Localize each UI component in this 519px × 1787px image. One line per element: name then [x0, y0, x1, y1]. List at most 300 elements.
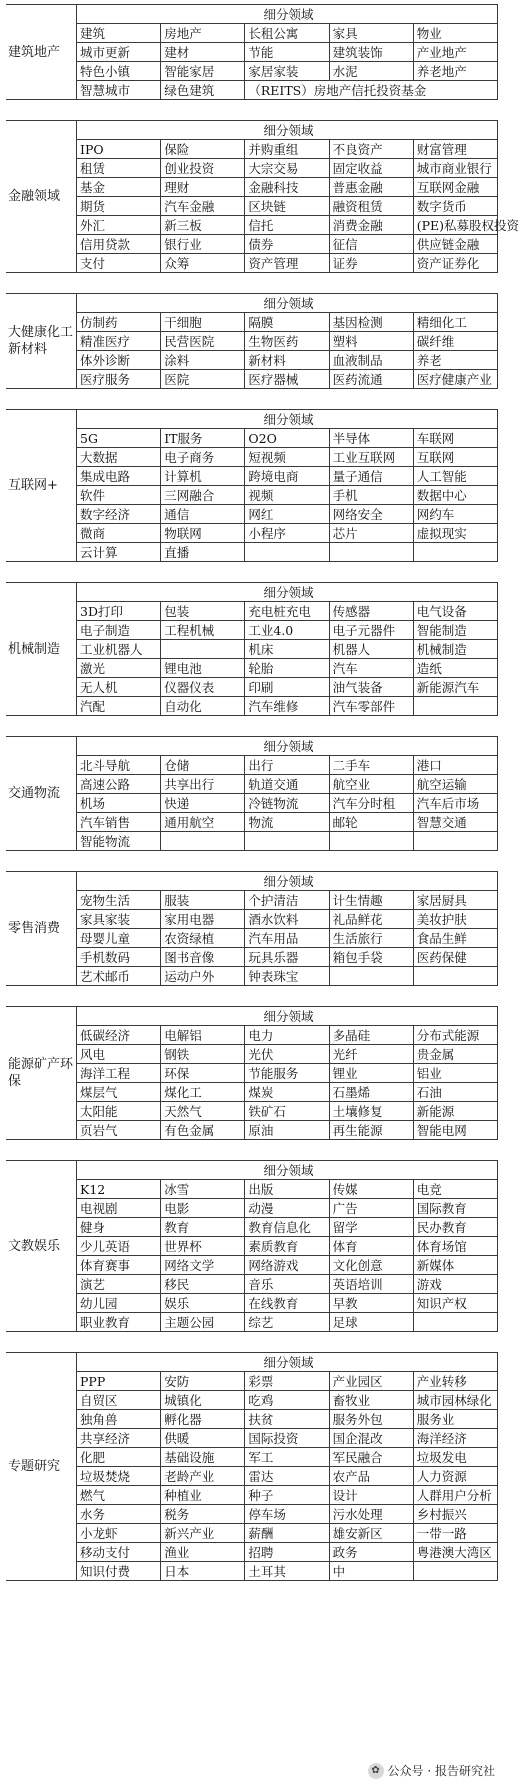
table-cell: 美妆护肤 [413, 910, 497, 929]
table-cell: 供暖 [161, 1429, 245, 1448]
table-cell: 塑料 [329, 332, 413, 351]
table-cell: 节能服务 [245, 1064, 329, 1083]
table-row [77, 1543, 498, 1562]
table-cell: 油气装备 [329, 678, 413, 697]
table-cell: 医院 [161, 370, 245, 389]
table-cell: 充电桩充电 [245, 602, 329, 621]
table-row [77, 159, 498, 178]
table-cell: 城市更新 [77, 43, 161, 62]
table-cell: 网络安全 [329, 505, 413, 524]
section-table [76, 1352, 498, 1581]
table-row [77, 640, 498, 659]
table-row [77, 1562, 498, 1581]
table-cell: 汽车金融 [161, 197, 245, 216]
table-cell: 石油 [413, 1083, 497, 1102]
table-cell: 数字经济 [77, 505, 161, 524]
table-cell: O2O [245, 429, 329, 448]
table-cell: 食品生鲜 [413, 929, 497, 948]
table-cell: 职业教育 [77, 1313, 161, 1332]
table-row [77, 1372, 498, 1391]
table-cell: 手机数码 [77, 948, 161, 967]
table-row [77, 524, 498, 543]
table-cell: 直播 [161, 543, 245, 562]
table-cell: 世界杯 [161, 1237, 245, 1256]
table-cell: 留学 [329, 1218, 413, 1237]
table-cell: 新媒体 [413, 1256, 497, 1275]
table-header-row [77, 737, 498, 756]
table-cell: 手机 [329, 486, 413, 505]
table-cell: 芯片 [329, 524, 413, 543]
table-row [77, 313, 498, 332]
table-row [77, 697, 498, 716]
table-header-row [77, 1353, 498, 1372]
table-cell: 城市园林绿化 [413, 1391, 497, 1410]
table-cell: 知识付费 [77, 1562, 161, 1581]
table-cell: 仿制药 [77, 313, 161, 332]
table-cell: 新兴产业 [161, 1524, 245, 1543]
table-cell: K12 [77, 1180, 161, 1199]
table-cell: 一带一路 [413, 1524, 497, 1543]
table-cell: 3D打印 [77, 602, 161, 621]
table-cell: 证券 [329, 254, 413, 273]
table-row [77, 891, 498, 910]
table-cell: 汽车后市场 [413, 794, 497, 813]
table-cell: 新材料 [245, 351, 329, 370]
table-cell: 半导体 [329, 429, 413, 448]
table-cell: 家居家装 [245, 62, 329, 81]
table-cell: 光伏 [245, 1045, 329, 1064]
table-cell: 精准医疗 [77, 332, 161, 351]
section-label [6, 582, 76, 716]
table-cell: 彩票 [245, 1372, 329, 1391]
table-cell: 机器人 [329, 640, 413, 659]
table-cell: 孵化器 [161, 1410, 245, 1429]
table-cell: 仓储 [161, 756, 245, 775]
table-cell: 薪酬 [245, 1524, 329, 1543]
table-cell: 再生能源 [329, 1121, 413, 1140]
table-cell: 军工 [245, 1448, 329, 1467]
table-cell: （REITS）房地产信托投资基金 [245, 81, 498, 100]
table-cell: 家居厨具 [413, 891, 497, 910]
sector-section [6, 871, 498, 986]
table-header: 细分领域 [77, 410, 498, 429]
table-row [77, 197, 498, 216]
table-row [77, 467, 498, 486]
table-cell: 互联网金融 [413, 178, 497, 197]
table-cell: 种植业 [161, 1486, 245, 1505]
table-row [77, 775, 498, 794]
table-cell: 特色小镇 [77, 62, 161, 81]
table-cell: 生活旅行 [329, 929, 413, 948]
table-header-row [77, 1161, 498, 1180]
table-row [77, 370, 498, 389]
table-header: 细分领域 [77, 872, 498, 891]
table-cell: 数字货币 [413, 197, 497, 216]
table-cell: 区块链 [245, 197, 329, 216]
table-cell: 信托 [245, 216, 329, 235]
section-label-text: 专题研究 [8, 1459, 61, 1474]
table-cell: 房地产 [161, 24, 245, 43]
table-header: 细分领域 [77, 5, 498, 24]
table-cell: 产业转移 [413, 1372, 497, 1391]
table-cell: 电子元器件 [329, 621, 413, 640]
table-cell: 医药保健 [413, 948, 497, 967]
section-gap [0, 716, 505, 736]
table-cell: 钟表珠宝 [245, 967, 329, 986]
table-header-row [77, 294, 498, 313]
table-cell: 医疗健康产业 [413, 370, 497, 389]
table-cell: 隔膜 [245, 313, 329, 332]
table-row [77, 140, 498, 159]
table-row [77, 62, 498, 81]
table-cell: 物业 [413, 24, 497, 43]
table-cell: 网约车 [413, 505, 497, 524]
table-row [77, 235, 498, 254]
table-cell: 农资绿植 [161, 929, 245, 948]
table-cell: 有色金属 [161, 1121, 245, 1140]
table-cell: 中 [329, 1562, 413, 1581]
table-cell [161, 832, 245, 851]
table-cell: 服装 [161, 891, 245, 910]
section-gap [0, 851, 505, 871]
table-row [77, 929, 498, 948]
table-cell: 家用电器 [161, 910, 245, 929]
watermark [368, 1762, 495, 1779]
table-cell: 视频 [245, 486, 329, 505]
table-cell: 智能制造 [413, 621, 497, 640]
sector-section [6, 1006, 498, 1140]
table-cell: 轨道交通 [245, 775, 329, 794]
table-cell: 建材 [161, 43, 245, 62]
table-cell: 知识产权 [413, 1294, 497, 1313]
section-table [76, 120, 519, 273]
table-cell: 城市商业银行 [413, 159, 497, 178]
table-row [77, 1524, 498, 1543]
table-cell: 税务 [161, 1505, 245, 1524]
table-cell: 音乐 [245, 1275, 329, 1294]
table-cell: 新能源汽车 [413, 678, 497, 697]
table-cell: 保险 [161, 140, 245, 159]
table-cell [413, 697, 497, 716]
table-cell: 煤炭 [245, 1083, 329, 1102]
table-cell: 碳纤维 [413, 332, 497, 351]
table-cell: 人工智能 [413, 467, 497, 486]
table-cell: 量子通信 [329, 467, 413, 486]
table-cell: 包装 [161, 602, 245, 621]
table-cell: 冷链物流 [245, 794, 329, 813]
table-row [77, 832, 498, 851]
table-cell: 智能物流 [77, 832, 161, 851]
table-cell: 建筑装饰 [329, 43, 413, 62]
table-header-row [77, 5, 498, 24]
table-cell: 机械制造 [413, 640, 497, 659]
section-label-text: 交通物流 [8, 786, 61, 801]
table-cell: 在线教育 [245, 1294, 329, 1313]
table-row [77, 1429, 498, 1448]
section-label [6, 4, 76, 100]
table-cell: 外汇 [77, 216, 161, 235]
table-cell: 电子商务 [161, 448, 245, 467]
table-cell: 早教 [329, 1294, 413, 1313]
table-cell: 吃鸡 [245, 1391, 329, 1410]
section-gap [0, 562, 505, 582]
table-cell: 物联网 [161, 524, 245, 543]
table-cell: 互联网 [413, 448, 497, 467]
table-header-row [77, 583, 498, 602]
table-cell: 太阳能 [77, 1102, 161, 1121]
table-cell: 广告 [329, 1199, 413, 1218]
table-cell: 个护清洁 [245, 891, 329, 910]
table-cell: 锂电池 [161, 659, 245, 678]
table-cell: 医疗器械 [245, 370, 329, 389]
table-row [77, 1313, 498, 1332]
table-cell: 固定收益 [329, 159, 413, 178]
table-cell: 原油 [245, 1121, 329, 1140]
table-row [77, 1045, 498, 1064]
table-row [77, 81, 498, 100]
table-cell: 服务外包 [329, 1410, 413, 1429]
table-cell: 汽车用品 [245, 929, 329, 948]
table-cell: 土壤修复 [329, 1102, 413, 1121]
table-cell: 长租公寓 [245, 24, 329, 43]
table-cell: 众筹 [161, 254, 245, 273]
table-cell: 环保 [161, 1064, 245, 1083]
table-cell: 绿色建筑 [161, 81, 245, 100]
sector-section [6, 582, 498, 716]
table-cell: 海洋经济 [413, 1429, 497, 1448]
table-cell: 共享经济 [77, 1429, 161, 1448]
sector-section [6, 4, 498, 100]
table-cell: 精细化工 [413, 313, 497, 332]
table-cell [245, 832, 329, 851]
table-cell: 涂料 [161, 351, 245, 370]
table-cell: 二手车 [329, 756, 413, 775]
table-cell: 人群用户分析 [413, 1486, 497, 1505]
table-row [77, 678, 498, 697]
table-cell: 汽车销售 [77, 813, 161, 832]
table-cell: 电影 [161, 1199, 245, 1218]
table-row [77, 1505, 498, 1524]
table-cell: 网络游戏 [245, 1256, 329, 1275]
table-cell: 产业地产 [413, 43, 497, 62]
table-cell: 运动户外 [161, 967, 245, 986]
section-label [6, 120, 76, 273]
table-cell: 汽车维修 [245, 697, 329, 716]
table-cell: 机床 [245, 640, 329, 659]
table-cell: 虚拟现实 [413, 524, 497, 543]
table-cell: 邮轮 [329, 813, 413, 832]
table-cell: 老龄产业 [161, 1467, 245, 1486]
table-cell: 民营医院 [161, 332, 245, 351]
table-cell: 基础设施 [161, 1448, 245, 1467]
table-cell: 通用航空 [161, 813, 245, 832]
table-cell: 网络文学 [161, 1256, 245, 1275]
table-cell: 天然气 [161, 1102, 245, 1121]
table-cell: 智能家居 [161, 62, 245, 81]
section-table [76, 736, 498, 851]
table-cell: 养老地产 [413, 62, 497, 81]
table-cell: 医疗服务 [77, 370, 161, 389]
table-cell: 垃圾发电 [413, 1448, 497, 1467]
table-cell: 独角兽 [77, 1410, 161, 1429]
table-cell: 演艺 [77, 1275, 161, 1294]
table-cell: 激光 [77, 659, 161, 678]
table-row [77, 621, 498, 640]
table-row [77, 1448, 498, 1467]
table-cell: 英语培训 [329, 1275, 413, 1294]
table-cell [329, 967, 413, 986]
table-row [77, 1199, 498, 1218]
table-row [77, 1064, 498, 1083]
table-cell: 健身 [77, 1218, 161, 1237]
table-row [77, 794, 498, 813]
section-table [76, 409, 498, 562]
table-cell: 综艺 [245, 1313, 329, 1332]
table-cell: 教育信息化 [245, 1218, 329, 1237]
table-cell: 产业园区 [329, 1372, 413, 1391]
table-row [77, 1180, 498, 1199]
table-cell: 电子制造 [77, 621, 161, 640]
table-cell: 软件 [77, 486, 161, 505]
wechat-icon: ✿ [368, 1763, 384, 1779]
table-cell: 通信 [161, 505, 245, 524]
table-cell: 足球 [329, 1313, 413, 1332]
table-header: 细分领域 [77, 737, 498, 756]
table-cell: 新能源 [413, 1102, 497, 1121]
table-header-row [77, 872, 498, 891]
table-row [77, 1102, 498, 1121]
table-row [77, 1237, 498, 1256]
table-row [77, 43, 498, 62]
table-row [77, 967, 498, 986]
table-cell: 光纤 [329, 1045, 413, 1064]
table-header-row [77, 410, 498, 429]
table-cell: 体育场馆 [413, 1237, 497, 1256]
table-cell: 造纸 [413, 659, 497, 678]
table-cell: 数据中心 [413, 486, 497, 505]
table-cell: 养老 [413, 351, 497, 370]
table-row [77, 813, 498, 832]
table-cell: 化肥 [77, 1448, 161, 1467]
table-cell: 家具家装 [77, 910, 161, 929]
table-cell: 海洋工程 [77, 1064, 161, 1083]
table-row [77, 1218, 498, 1237]
table-cell: 酒水饮料 [245, 910, 329, 929]
table-cell [413, 1313, 497, 1332]
section-table [76, 1160, 498, 1332]
table-cell: 民办教育 [413, 1218, 497, 1237]
table-cell: 航空运输 [413, 775, 497, 794]
section-label-text: 文教娱乐 [8, 1238, 61, 1254]
section-label-text: 能源矿产环保 [8, 1057, 74, 1089]
table-cell: 银行业 [161, 235, 245, 254]
table-cell: 电视剧 [77, 1199, 161, 1218]
table-cell: 设计 [329, 1486, 413, 1505]
table-cell: 微商 [77, 524, 161, 543]
section-label [6, 293, 76, 389]
table-cell [329, 543, 413, 562]
table-header-row [77, 121, 498, 140]
table-cell: 汽车 [329, 659, 413, 678]
table-header: 细分领域 [77, 294, 498, 313]
table-cell: 安防 [161, 1372, 245, 1391]
table-row [77, 1294, 498, 1313]
table-row [77, 1410, 498, 1429]
table-row [77, 948, 498, 967]
table-cell: 乡村振兴 [413, 1505, 497, 1524]
table-cell: 日本 [161, 1562, 245, 1581]
table-cell: 新三板 [161, 216, 245, 235]
section-gap [0, 389, 505, 409]
table-header: 细分领域 [77, 121, 498, 140]
table-cell: 车联网 [413, 429, 497, 448]
table-row [77, 332, 498, 351]
table-row [77, 254, 498, 273]
table-cell: 出行 [245, 756, 329, 775]
section-label [6, 1006, 76, 1140]
table-cell: 体育 [329, 1237, 413, 1256]
table-cell: 建筑 [77, 24, 161, 43]
table-cell: 医药流通 [329, 370, 413, 389]
table-cell: 电力 [245, 1026, 329, 1045]
table-cell: PPP [77, 1372, 161, 1391]
table-cell: 无人机 [77, 678, 161, 697]
table-cell: 多晶硅 [329, 1026, 413, 1045]
table-cell: 游戏 [413, 1275, 497, 1294]
section-table [76, 4, 498, 100]
table-cell: 土耳其 [245, 1562, 329, 1581]
table-cell [413, 543, 497, 562]
table-row [77, 24, 498, 43]
table-cell: 财富管理 [413, 140, 497, 159]
table-cell: 冰雪 [161, 1180, 245, 1199]
table-cell: 石墨烯 [329, 1083, 413, 1102]
table-cell: 雄安新区 [329, 1524, 413, 1543]
table-cell: 智能电网 [413, 1121, 497, 1140]
table-cell: 出版 [245, 1180, 329, 1199]
section-label [6, 1160, 76, 1332]
table-row [77, 486, 498, 505]
table-cell: 礼品鲜花 [329, 910, 413, 929]
table-cell: 汽配 [77, 697, 161, 716]
table-cell: 期货 [77, 197, 161, 216]
table-cell [413, 832, 497, 851]
table-row [77, 756, 498, 775]
table-cell: 图书音像 [161, 948, 245, 967]
watermark-text: 公众号 · 报告研究社 [387, 1764, 495, 1778]
table-cell: 少儿英语 [77, 1237, 161, 1256]
table-cell: 低碳经济 [77, 1026, 161, 1045]
section-label-text: 互联网+ [8, 478, 58, 493]
table-cell: 汽车分时租 [329, 794, 413, 813]
table-row [77, 602, 498, 621]
table-cell: 箱包手袋 [329, 948, 413, 967]
section-label-text: 零售消费 [8, 921, 61, 936]
table-cell: 移动支付 [77, 1543, 161, 1562]
table-row [77, 1083, 498, 1102]
table-cell: 母婴儿童 [77, 929, 161, 948]
table-cell: 种子 [245, 1486, 329, 1505]
section-table [76, 871, 498, 986]
section-label-text: 金融领域 [8, 189, 61, 204]
table-cell: IT服务 [161, 429, 245, 448]
table-cell: 城镇化 [161, 1391, 245, 1410]
table-cell: 幼儿园 [77, 1294, 161, 1313]
table-cell: 页岩气 [77, 1121, 161, 1140]
table-cell: 血液制品 [329, 351, 413, 370]
table-row [77, 1486, 498, 1505]
table-cell: 消费金融 [329, 216, 413, 235]
